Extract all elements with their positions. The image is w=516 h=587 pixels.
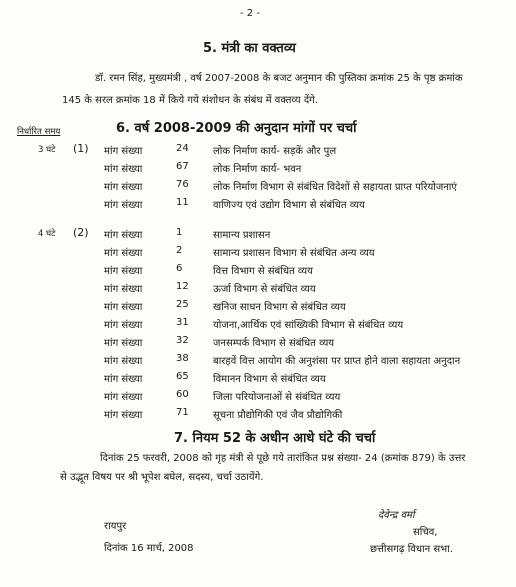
- group-1-time: 3 घंटे: [38, 145, 56, 155]
- demand-description: लोक निर्माण कार्य- भवन: [213, 164, 302, 175]
- demand-description: सूचना प्रौद्योगिकी एवं जैव प्रौद्योगिकी: [213, 410, 343, 421]
- demand-number: 31: [176, 317, 189, 328]
- demand-row: [0, 299, 516, 317]
- demand-number: 60: [176, 389, 189, 400]
- demand-description: विमानन विभाग से संबंधित व्यय: [213, 374, 326, 385]
- demand-row: [0, 227, 516, 245]
- demand-label: मांग संख्या: [104, 266, 143, 277]
- demand-description: जिला परियोजनाओं से संबंधित व्यय: [213, 392, 341, 403]
- signatory-name: देवेन्द्र वर्मा: [378, 510, 415, 521]
- demand-description: खनिज साधन विभाग से संबंधित व्यय: [213, 302, 346, 313]
- demand-number: 12: [176, 281, 189, 292]
- allotted-time-label: निर्धारित समय: [17, 127, 61, 137]
- demand-description: ऊर्जा विभाग से संबंधित व्यय: [213, 284, 316, 295]
- designation: सचिव,: [413, 527, 438, 538]
- demand-description: लोक निर्माण विभाग से संबंधित विदेशों से सहायता प्राप्त परियोजनाएं: [213, 182, 457, 193]
- demand-row: [0, 281, 516, 299]
- demand-label: मांग संख्या: [104, 182, 143, 193]
- demand-number: 38: [176, 353, 189, 364]
- demand-number: 1: [176, 227, 183, 238]
- group-1-number: (1): [73, 142, 89, 155]
- demand-row: [0, 263, 516, 281]
- demand-label: मांग संख्या: [104, 302, 143, 313]
- demand-description: वाणिज्य एवं उद्योग विभाग से संबंधित व्यय: [213, 200, 365, 211]
- organization: छत्तीसगढ़ विधान सभा.: [370, 544, 453, 555]
- demand-description: सामान्य प्रशासन: [213, 230, 271, 241]
- demand-row: [0, 371, 516, 389]
- demand-description: वित्त विभाग से संबंधित व्यय: [213, 266, 313, 277]
- demand-row: [0, 245, 516, 263]
- section-5-text-line-2: 145 के सरल क्रमांक 18 में किये गये संशोधन के संबंध में वक्तव्य देंगे.: [62, 95, 318, 106]
- place: रायपुर: [104, 521, 127, 532]
- demand-row: [0, 143, 516, 161]
- section-7-text-line-1: दिनांक 25 फरवरी, 2008 को गृह मंत्री से पूछे गये तारांकित प्रश्न संख्या- 24 (क्रमांक 879) के उत्तर: [100, 453, 466, 464]
- group-2-time: 4 घंटे: [38, 229, 56, 239]
- demand-label: मांग संख्या: [104, 230, 143, 241]
- demand-label: मांग संख्या: [104, 200, 143, 211]
- demand-description: सामान्य प्रशासन विभाग से संबंधित अन्य व्यय: [213, 248, 375, 259]
- demand-description: योजना,आर्थिक एवं सांख्यिकी विभाग से संबंधित व्यय: [213, 320, 404, 331]
- demand-label: मांग संख्या: [104, 338, 143, 349]
- demand-number: 32: [176, 335, 189, 346]
- section-7-heading: 7. नियम 52 के अधीन आधे घंटे की चर्चा: [174, 431, 376, 446]
- demand-description: जनसम्पर्क विभाग से संबंधित व्यय: [213, 338, 335, 349]
- demand-row: [0, 389, 516, 407]
- demand-label: मांग संख्या: [104, 392, 143, 403]
- section-7-text-line-2: से उद्भूत विषय पर श्री भूपेश बघेल, सदस्य, चर्चा उठायेंगे.: [60, 472, 264, 483]
- demand-number: 71: [176, 407, 189, 418]
- demand-label: मांग संख्या: [104, 284, 143, 295]
- demand-number: 6: [176, 263, 183, 274]
- section-6-heading: 6. वर्ष 2008-2009 की अनुदान मांगों पर चर्चा: [116, 121, 357, 136]
- demand-number: 25: [176, 299, 189, 310]
- demand-row: [0, 407, 516, 425]
- demand-label: मांग संख्या: [104, 374, 143, 385]
- section-5-heading: 5. मंत्री का वक्तव्य: [203, 41, 296, 56]
- demand-number: 24: [176, 143, 189, 154]
- demand-row: [0, 197, 516, 215]
- demand-label: मांग संख्या: [104, 410, 143, 421]
- page-number: - 2 -: [240, 8, 260, 19]
- demand-row: [0, 353, 516, 371]
- demand-number: 11: [176, 197, 189, 208]
- demand-row: [0, 161, 516, 179]
- demand-number: 76: [176, 179, 189, 190]
- demand-description: बारहवें वित्त आयोग की अनुशंसा पर प्राप्त होने वाला सहायता अनुदान: [213, 356, 461, 367]
- demand-label: मांग संख्या: [104, 248, 143, 259]
- section-5-text-line-1: डॉ. रमन सिंह, मुख्यमंत्री , वर्ष 2007-2008 के बजट अनुमान की पुस्तिका क्रमांक 25 के पृष्ठ क्रमांक: [95, 73, 463, 84]
- group-2-number: (2): [73, 226, 89, 239]
- demand-label: मांग संख्या: [104, 164, 143, 175]
- date: दिनांक 16 मार्च, 2008: [104, 543, 194, 554]
- demand-row: [0, 317, 516, 335]
- demand-label: मांग संख्या: [104, 356, 143, 367]
- demand-row: [0, 335, 516, 353]
- demand-label: मांग संख्या: [104, 146, 143, 157]
- demand-number: 2: [176, 245, 183, 256]
- demand-number: 65: [176, 371, 189, 382]
- demand-number: 67: [176, 161, 189, 172]
- demand-label: मांग संख्या: [104, 320, 143, 331]
- demand-description: लोक निर्माण कार्य- सड़कें और पुल: [213, 146, 337, 157]
- demand-row: [0, 179, 516, 197]
